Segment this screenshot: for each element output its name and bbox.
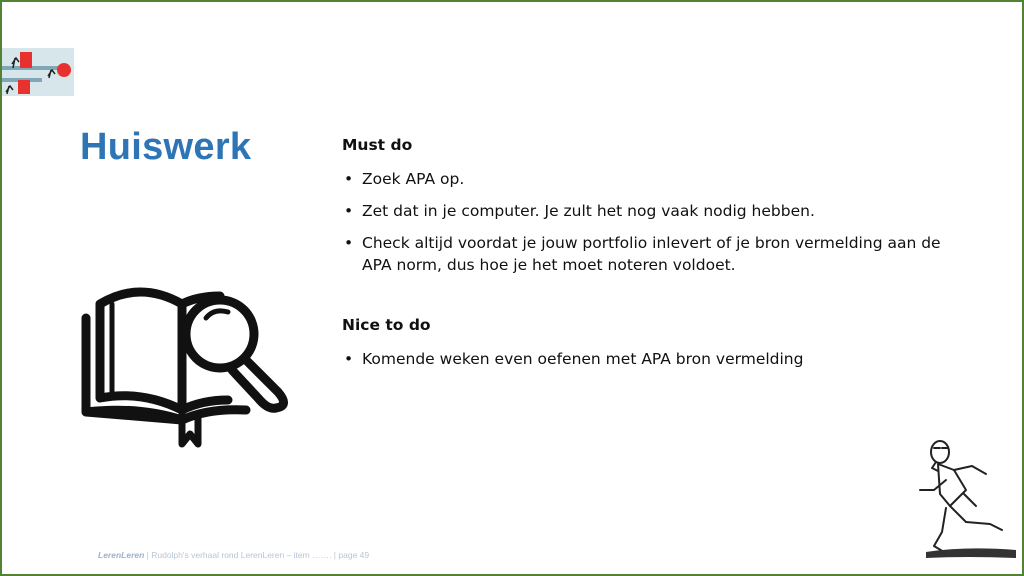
list-item: • Zoek APA op. xyxy=(342,168,962,190)
slide-footer xyxy=(98,550,369,560)
list-item: • Check altijd voordat je jouw portfolio inlevert of je bron vermelding aan de APA norm, dus hoe je het moet noteren voldoet. xyxy=(342,232,962,276)
footer-brand: LerenLeren xyxy=(98,550,145,560)
list-item: • Komende weken even oefenen met APA bron vermelding xyxy=(342,348,962,370)
must-do-heading: Must do xyxy=(342,136,413,154)
must-do-list xyxy=(342,168,962,276)
homework-content xyxy=(342,136,962,380)
running-man-icon xyxy=(906,434,1018,564)
slide-title: Huiswerk xyxy=(80,126,252,168)
lerenleren-logo-icon xyxy=(2,48,74,96)
nice-to-do-heading: Nice to do xyxy=(342,316,431,334)
footer-text: | Rudolph's verhaal rond LerenLeren – item ……. | page 49 xyxy=(144,550,370,560)
nice-to-do-list xyxy=(342,348,962,370)
list-item: • Zet dat in je computer. Je zult het nog vaak nodig hebben. xyxy=(342,200,962,222)
book-magnifier-icon xyxy=(78,274,294,450)
